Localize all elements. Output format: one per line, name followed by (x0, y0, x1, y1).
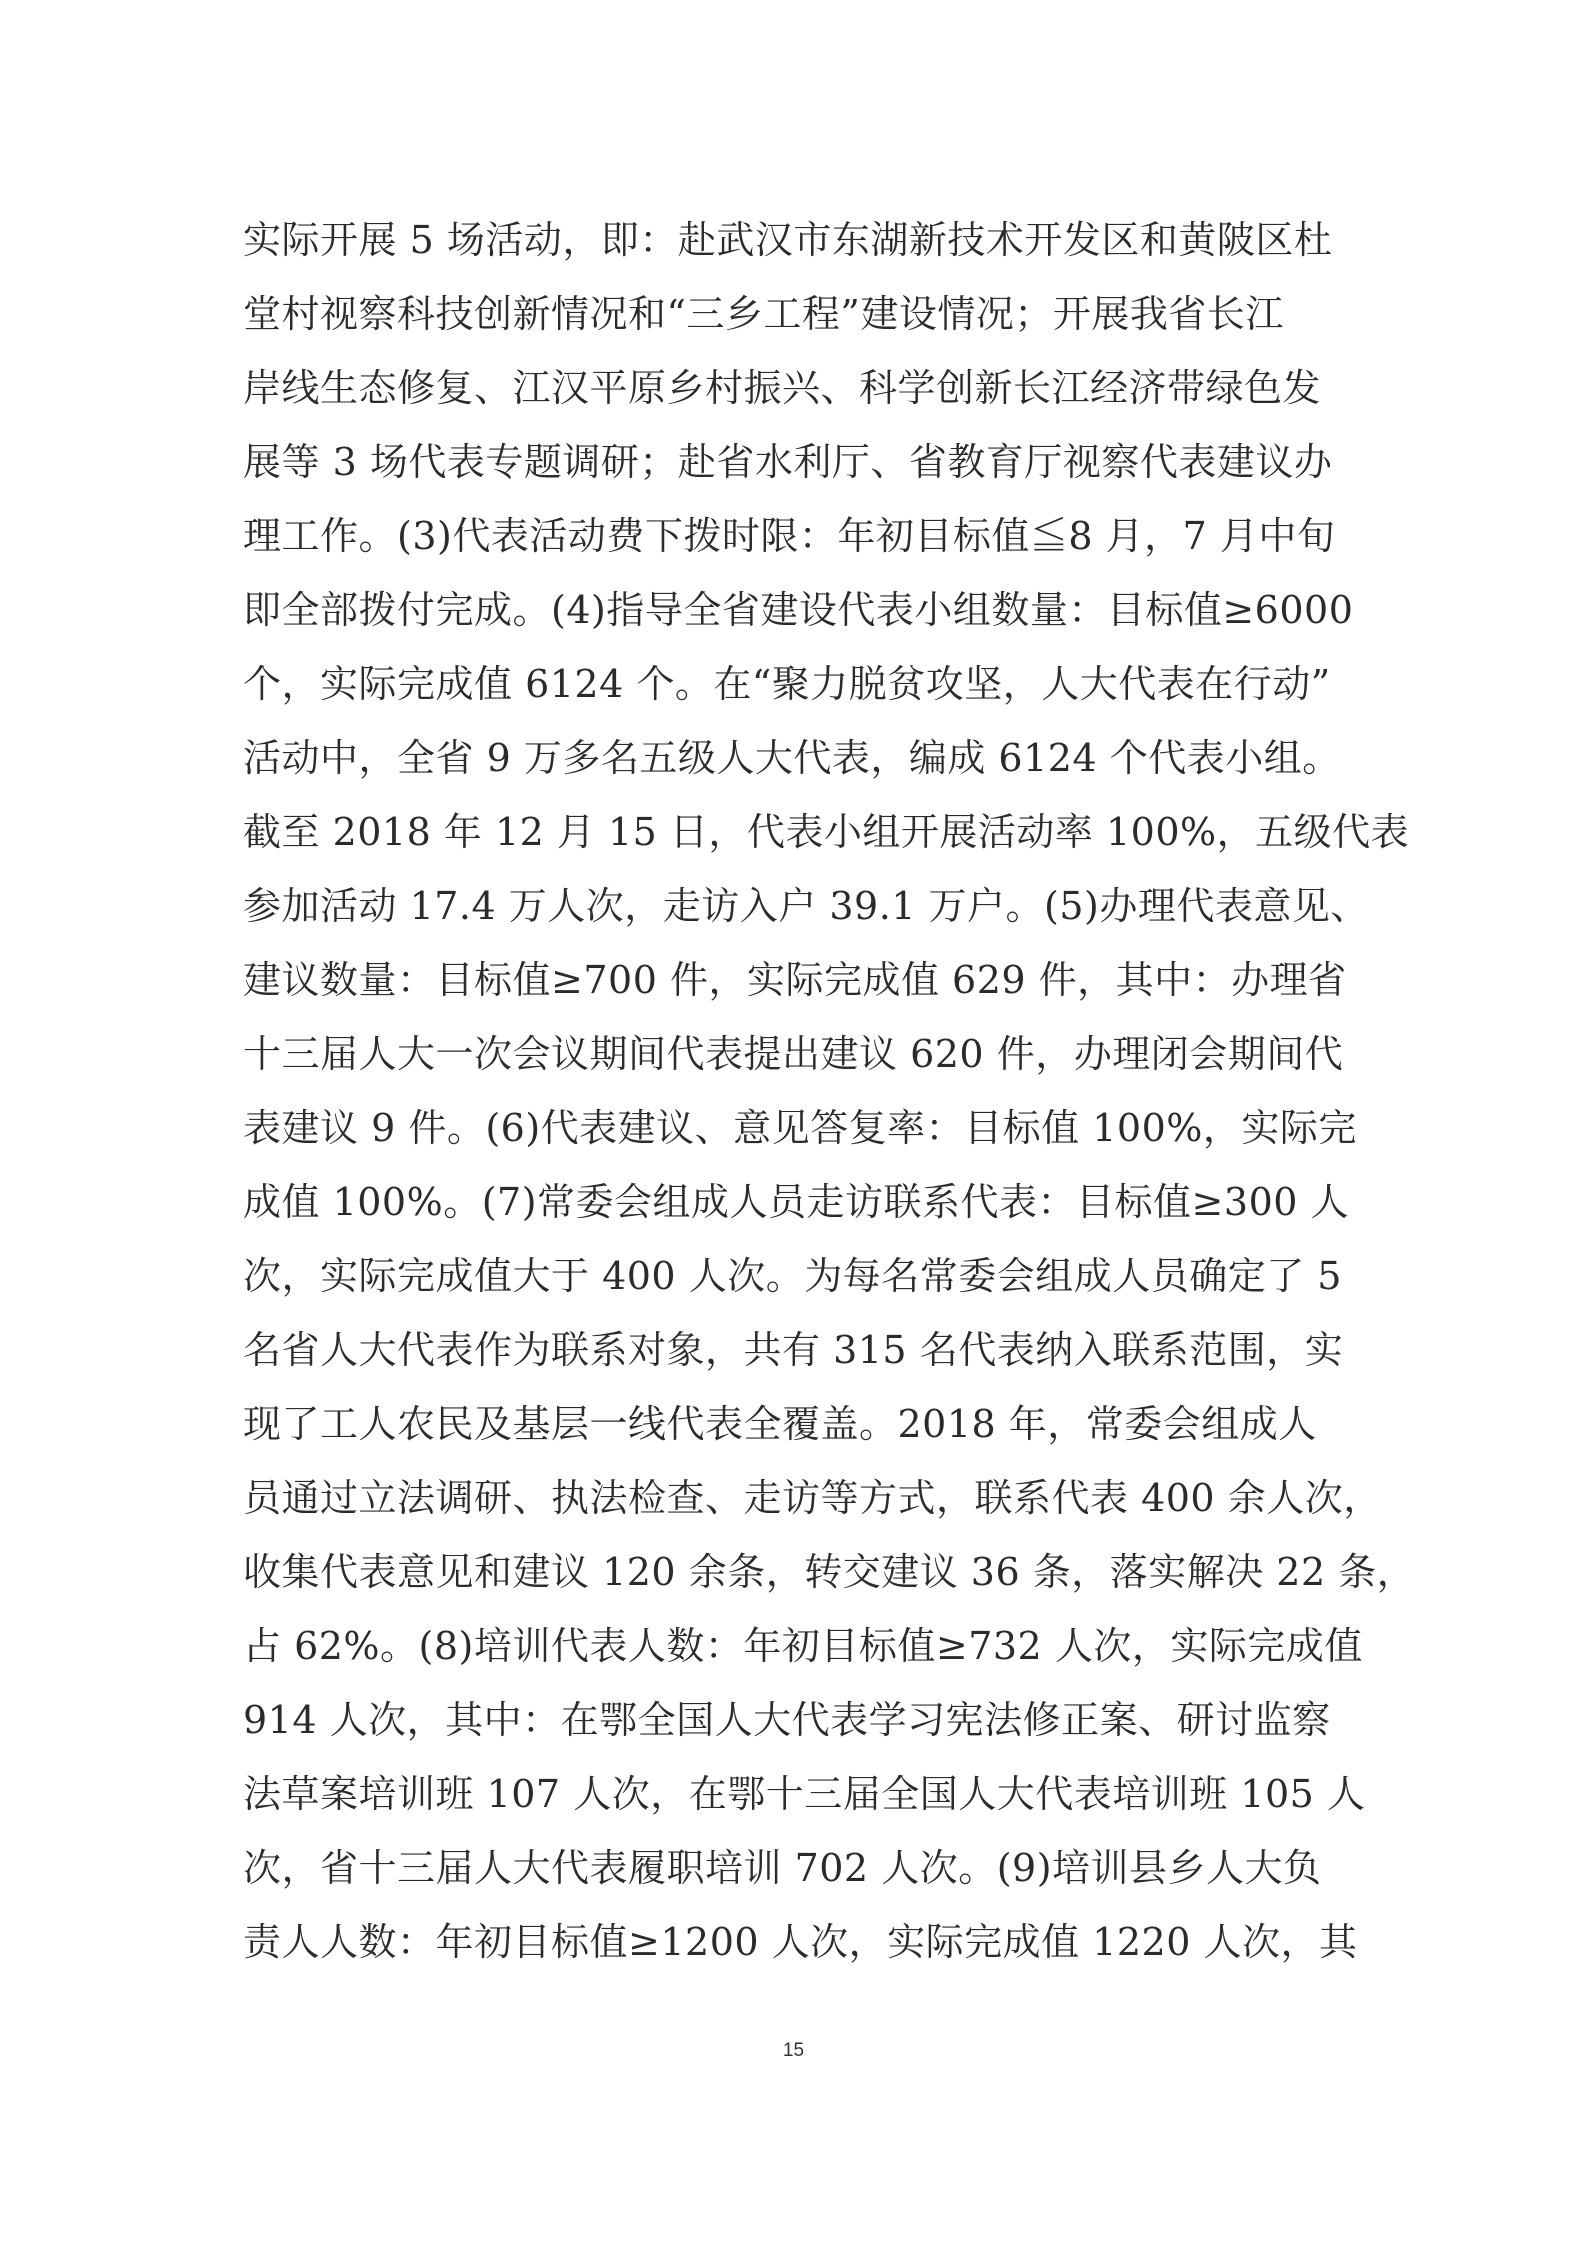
text-line: 员通过立法调研、执法检查、走访等方式，联系代表 400 余人次， (243, 1476, 1382, 1520)
page-number: 15 (782, 2040, 805, 2061)
text-line: 理工作。(3)代表活动费下拨时限：年初目标值≦8 月，7 月中旬 (243, 514, 1336, 558)
text-line: 岸线生态修复、江汉平原乡村振兴、科学创新长江经济带绿色发 (243, 366, 1322, 410)
text-line: 法草案培训班 107 人次，在鄂十三届全国人大代表培训班 105 人 (243, 1772, 1366, 1816)
text-line: 表建议 9 件。(6)代表建议、意见答复率：目标值 100%，实际完 (243, 1106, 1357, 1150)
text-line: 个，实际完成值 6124 个。在“聚力脱贫攻坚，人大代表在行动” (243, 662, 1331, 706)
text-line: 成值 100%。(7)常委会组成人员走访联系代表：目标值≥300 人 (243, 1180, 1349, 1224)
text-line: 次，实际完成值大于 400 人次。为每名常委会组成人员确定了 5 (243, 1254, 1342, 1298)
text-line: 十三届人大一次会议期间代表提出建议 620 件，办理闭会期间代 (243, 1032, 1344, 1076)
text-line: 即全部拨付完成。(4)指导全省建设代表小组数量：目标值≥6000 (243, 588, 1354, 632)
text-line: 参加活动 17.4 万人次，走访入户 39.1 万户。(5)办理代表意见、 (243, 884, 1369, 928)
text-line: 建议数量：目标值≥700 件，实际完成值 629 件，其中：办理省 (243, 958, 1347, 1002)
body-paragraph (243, 203, 1416, 1979)
text-line: 名省人大代表作为联系对象，共有 315 名代表纳入联系范围，实 (243, 1328, 1344, 1372)
text-line: 责人人数：年初目标值≥1200 人次，实际完成值 1220 人次，其 (243, 1920, 1358, 1964)
text-line: 堂村视察科技创新情况和“三乡工程”建设情况；开展我省长江 (243, 292, 1284, 336)
text-line: 次，省十三届人大代表履职培训 702 人次。(9)培训县乡人大负 (243, 1846, 1322, 1890)
text-line: 截至 2018 年 12 月 15 日，代表小组开展活动率 100%，五级代表 (243, 810, 1410, 854)
text-line: 展等 3 场代表专题调研；赴省水利厅、省教育厅视察代表建议办 (243, 440, 1333, 484)
text-line: 收集代表意见和建议 120 余条，转交建议 36 条，落实解决 22 条， (243, 1550, 1416, 1594)
text-line: 占 62%。(8)培训代表人数：年初目标值≥732 人次，实际完成值 (243, 1624, 1363, 1668)
text-line: 现了工人农民及基层一线代表全覆盖。2018 年，常委会组成人 (243, 1402, 1317, 1446)
text-line: 实际开展 5 场活动，即：赴武汉市东湖新技术开发区和黄陂区杜 (243, 218, 1333, 262)
text-line: 914 人次，其中：在鄂全国人大代表学习宪法修正案、研讨监察 (243, 1698, 1331, 1742)
text-line: 活动中，全省 9 万多名五级人大代表，编成 6124 个代表小组。 (243, 736, 1341, 780)
